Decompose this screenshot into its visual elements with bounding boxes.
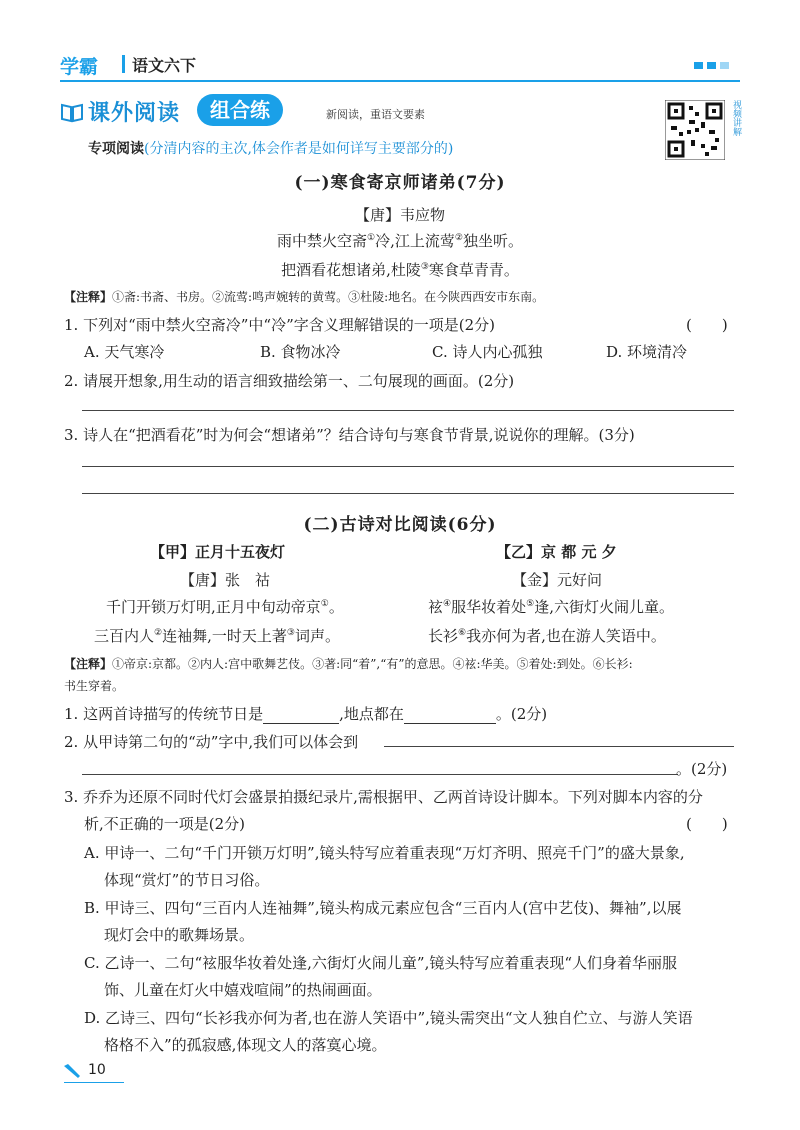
part2-question-2: 2. 从甲诗第二句的“动”字中,我们可以体会到 (64, 733, 359, 751)
poem-b-line-1: 袨④服华妆着处⑤逢,六街灯火闹儿童。 (428, 598, 674, 616)
special-label: 专项阅读 (88, 141, 144, 157)
part2-question-3-cont: 析,不正确的一项是(2分) (84, 815, 246, 833)
part2-q3-option-a[interactable]: A. 甲诗一、二句“千门开锁万灯明”,镜头特写应着重表现“万灯齐明、照亮千门”的盛大景象, (84, 844, 685, 862)
part2-q3-option-a-cont: 体现“赏灯”的节日习俗。 (104, 871, 270, 889)
header-decoration (694, 62, 729, 69)
poem-a-author: 【唐】张 祜 (180, 571, 271, 589)
poem-b-title: 【乙】京 都 元 夕 (496, 543, 617, 561)
poem-b-line-2: 长衫⑥我亦何为者,也在游人笑语中。 (428, 627, 666, 645)
part2-q3-answer-paren[interactable]: ( ) (686, 815, 728, 833)
header-rule (60, 80, 740, 82)
poem-a-line-1: 千门开锁万灯明,正月中旬动帝京①。 (106, 598, 344, 616)
section-tagline: 新阅读，重语文要素 (326, 108, 425, 121)
part2-q3-option-c-cont: 饰、儿童在灯火中嬉戏喧闹”的热闹画面。 (104, 981, 382, 999)
qr-code-icon[interactable] (665, 100, 725, 160)
part2-q3-option-d-cont: 格格不入”的孤寂感,体现文人的落寞心境。 (104, 1036, 387, 1054)
part1-author: 【唐】韦应物 (354, 206, 445, 224)
part1-q1-option-c[interactable]: C. 诗人内心孤独 (432, 343, 543, 361)
part1-q1-answer-paren[interactable]: ( ) (686, 316, 728, 334)
part1-q2-answer-line[interactable] (82, 410, 734, 411)
part1-title: (一)寒食寄京师诸弟(7分) (294, 173, 506, 193)
header-divider (122, 55, 125, 73)
poem-a-line-2: 三百内人②连袖舞,一时天上著③词声。 (94, 627, 340, 645)
location-blank[interactable] (404, 705, 496, 724)
part1-q1-option-a[interactable]: A. 天气寒冷 (84, 343, 165, 361)
part1-q1-option-d[interactable]: D. 环境清冷 (606, 343, 688, 361)
part1-question-2: 2. 请展开想象,用生动的语言细致描绘第一、二句展现的画面。(2分) (64, 372, 515, 390)
part2-annotation-cont: 书生穿着。 (64, 679, 125, 693)
part2-q2-score: 。(2分) (676, 760, 728, 778)
part2-q3-option-b-cont: 现灯会中的歌舞场景。 (104, 926, 255, 944)
poem-b-author: 【金】元好问 (512, 571, 603, 589)
part2-q3-option-d[interactable]: D. 乙诗三、四句“长衫我亦何为者,也在游人笑语中”,镜头需突出“文人独自伫立、与游人笑语 (84, 1009, 693, 1027)
part2-question-1: 1. 这两首诗描写的传统节日是 ,地点都在 。(2分) (64, 705, 548, 723)
part2-q3-option-c[interactable]: C. 乙诗一、二句“袨服华妆着处逢,六街灯火闹儿童”,镜头特写应着重表现“人们身着华丽服 (84, 954, 678, 972)
poem-a-title: 【甲】正月十五夜灯 (150, 543, 286, 561)
part1-q3-answer-line-1[interactable] (82, 466, 734, 467)
combo-badge: 组合练 (197, 94, 283, 126)
brand-logo: 学霸 (60, 56, 99, 78)
part1-poem-line-2: 把酒看花想诸弟,杜陵③寒食草青青。 (281, 261, 519, 279)
part2-title: (二)古诗对比阅读(6分) (303, 515, 497, 535)
qr-label: 视频讲解 (731, 100, 741, 136)
subject-title: 语文六下 (132, 56, 197, 75)
part1-q3-answer-line-2[interactable] (82, 493, 734, 494)
part1-question-1: 1. 下列对“雨中禁火空斋冷”中“冷”字含义理解错误的一项是(2分) (64, 316, 496, 334)
festival-blank[interactable] (263, 705, 339, 724)
pen-icon (62, 1064, 82, 1080)
part1-question-3: 3. 诗人在“把酒看花”时为何会“想诸弟”？结合诗句与寒食节背景,说说你的理解。(3分) (64, 426, 635, 444)
page-number: 10 (88, 1062, 106, 1078)
section-title: 课外阅读 (88, 101, 181, 126)
part2-q2-answer-line-1[interactable] (384, 746, 734, 747)
special-note: (分清内容的主次,体会作者是如何详写主要部分的) (144, 141, 454, 157)
part2-q3-option-b[interactable]: B. 甲诗三、四句“三百内人连袖舞”,镜头构成元素应包含“三百内人(宫中艺伎)、舞袖”,以展 (84, 899, 682, 917)
part2-q2-answer-line-2[interactable] (82, 774, 678, 775)
part1-annotation: 【注释】①斋:书斋、书房。②流莺:鸣声婉转的黄莺。③杜陵:地名。在今陕西西安市东南。 (64, 290, 545, 304)
part2-annotation: 【注释】①帝京:京都。②内人:宫中歌舞艺伎。③著:同“着”,“有”的意思。④袨:华美。⑤着处:到处。⑥长衫: (64, 657, 633, 671)
special-reading-title (88, 138, 453, 158)
book-icon (60, 101, 84, 123)
part2-question-3: 3. 乔乔为还原不同时代灯会盛景拍摄纪录片,需根据甲、乙两首诗设计脚本。下列对脚本内容的分 (64, 788, 703, 806)
part1-q1-option-b[interactable]: B. 食物冰冷 (260, 343, 341, 361)
footer-rule (64, 1082, 124, 1083)
part1-poem-line-1: 雨中禁火空斋①冷,江上流莺②独坐听。 (277, 232, 523, 250)
